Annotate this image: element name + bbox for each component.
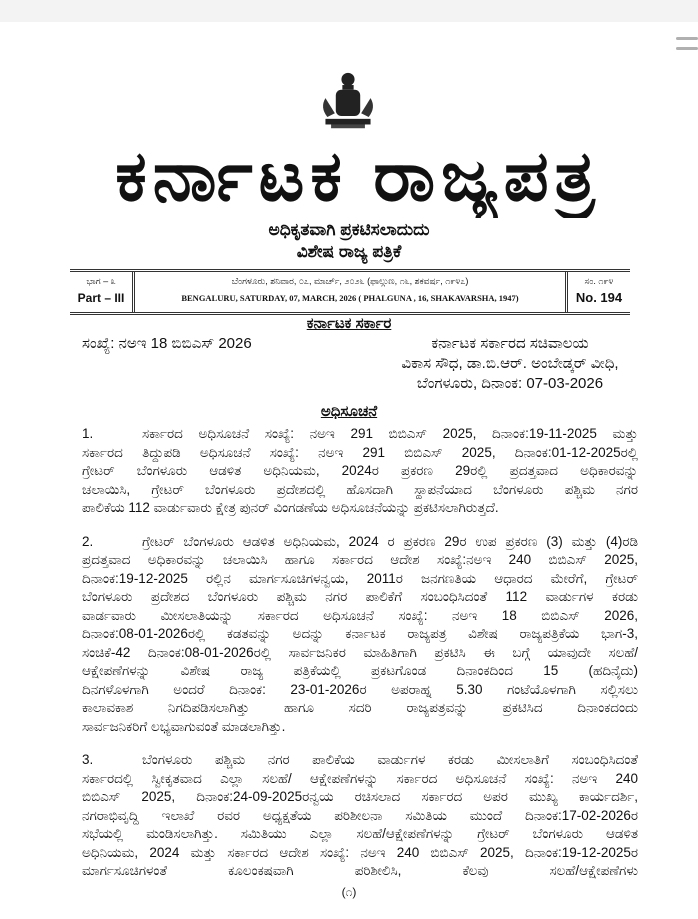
part-kannada: ಭಾಗ – ೩ <box>86 276 116 286</box>
paragraph-text: ಗ್ರೇಟರ್ ಬೆಂಗಳೂರು ಆಡಳಿತ ಅಧಿನಿಯಮ, 2024 ರ ಪ್ರಕರಣ 29ರ ಉಪ ಪ್ರಕರಣ (3) ಮತ್ತು (4)ರಡಿ <box>142 533 638 549</box>
paragraph-text: ಚಲಾಯಿಸಿ, ಗ್ರೇಟರ್ ಬೆಂಗಳೂರು ಪ್ರದೇಶದಲ್ಲಿ ಹೊಸದಾಗಿ ಸ್ಥಾಪನೆಯಾದ ಬೆಂಗಳೂರು ಪಶ್ಚಿಮ ನಗರ <box>82 481 638 497</box>
paragraph-1 <box>82 425 638 518</box>
paragraph-text: ಸಾರ್ವಜನಿಕರಿಗೆ ಲಭ್ಯವಾಗುವಂತೆ ಮಾಡಲಾಗಿತ್ತು. <box>82 718 286 734</box>
part-english: Part – III <box>77 291 125 305</box>
paragraph-line <box>82 718 638 737</box>
paragraph-text: ದಿನಗಳೊಳಗಾಗಿ ಅಂದರೆ ದಿನಾಂಕ: 23-01-2026ರ ಅಪರಾಹ್ನ 5.30 ಗಂಟೆಯೊಳಗಾಗಿ ಸಲ್ಲಿಸಲು <box>82 681 638 697</box>
paragraph-text: ಪಾಲಿಕೆಯ 112 ವಾರ್ಡುವಾರು ಕ್ಷೇತ್ರ ಪುನರ್ ವಿಂಗಡಣೆಯ ಅಧಿಸೂಚನೆಯನ್ನು ಪ್ರಕಟಿಸಲಾಗಿರುತ್ತದೆ. <box>82 500 499 515</box>
paragraph-line <box>82 681 638 700</box>
paragraph-text: ಪ್ರದತ್ತವಾದ ಅಧಿಕಾರವನ್ನು ಚಲಾಯಿಸಿ ಹಾಗೂ ಸರ್ಕಾರದ ಆದೇಶ ಸಂಖ್ಯೆ:ನಅಇ 240 ಬಿಬಿಎಸ್ 2025, <box>82 552 638 567</box>
paragraph-line <box>82 499 638 518</box>
page-number: (೧) <box>341 885 357 899</box>
paragraph-number: 3. <box>82 752 94 767</box>
paragraph-number: 1. <box>82 426 94 441</box>
paragraph-line <box>82 444 638 463</box>
paragraph-text: ಕಾಲಾವಕಾಶ ನಿಗದಿಪಡಿಸಲಾಗಿತ್ತು ಹಾಗೂ ಸದರಿ ರಾಜ್ಯಪತ್ರವನ್ನು ಪ್ರಕಟಿಸಿದ ದಿನಾಂಕದಂದು <box>82 700 638 715</box>
gazette-masthead-title: ಕರ್ನಾಟಕ ರಾಜ್ಯಪತ್ರ <box>115 137 601 215</box>
paragraph-line <box>82 770 638 789</box>
paragraph-text: ಅಧಿನಿಯಮ, 2024 ಮತ್ತು ಸರ್ಕಾರದ ಆದೇಶ ಸಂಖ್ಯೆ: ನಅಇ 240 ಬಿಬಿಎಸ್ 2025, ದಿನಾಂಕ:19-12-2025ರ <box>82 844 638 860</box>
paragraph-text: ಸರ್ಕಾರದ ತಿದ್ದುಪಡಿ ಅಧಿಸೂಚನೆ ಸಂಖ್ಯೆ: ನಅಇ 291 ಬಿಬಿಎಸ್ 2025, ದಿನಾಂಕ:01-12-2025ರಲ್ಲಿ <box>82 444 638 460</box>
paragraph-line <box>82 862 638 881</box>
paragraph-line <box>82 699 638 718</box>
paragraph-text: ಬೆಂಗಳೂರು ಪಶ್ಚಿಮ ನಗರ ಪಾಲಿಕೆಯ ವಾರ್ಡುಗಳ ಕರಡು ಮೀಸಲಾತಿಗೆ ಸಂಬಂಧಿಸಿದಂತೆ <box>142 752 638 767</box>
state-emblem-icon <box>310 70 386 132</box>
paragraph-line <box>82 425 638 444</box>
paragraph-line <box>82 751 638 770</box>
paragraph-line <box>82 533 638 552</box>
paragraph-line <box>82 481 638 500</box>
masthead-subtitle-2: ವಿಶೇಷ ರಾಜ್ಯ ಪತ್ರಿಕೆ <box>296 242 402 261</box>
paragraph-text: ಬೆಂಗಳೂರು ಪ್ರದೇಶದ ಬೆಂಗಳೂರು ಪಶ್ಚಿಮ ನಗರ ಪಾಲಿಕೆಗೆ ಸಂಬಂಧಿಸಿದಂತೆ 112 ವಾರ್ಡುಗಳ ಕರಡು <box>82 589 638 604</box>
top-bar <box>0 0 698 22</box>
paragraph-line <box>82 807 638 826</box>
masthead-subtitle: ಅಧಿಕೃತವಾಗಿ ಪ್ರಕಟಿಸಲಾದುದು <box>268 220 430 239</box>
issue-number-english: No. 194 <box>575 290 623 305</box>
reference-number: ಸಂಖ್ಯೆ: ನಅಇ 18 ಬಿಬಿಎಸ್ 2026 <box>82 335 252 352</box>
paragraph-text: ನಗರಾಭಿವೃದ್ಧಿ ಇಲಾಖೆ ರವರ ಅಧ್ಯಕ್ಷತೆಯ ಪರಿಶೀಲನಾ ಸಮಿತಿಯ ಮುಂದೆ ದಿನಾಂಕ:17-02-2026ರ <box>82 807 638 823</box>
notification-title: ಅಧಿಸೂಚನೆ <box>320 403 378 420</box>
date-kannada: ಬೆಂಗಳೂರು, ಶನಿವಾರ, ೦೭, ಮಾರ್ಚ್, ೨೦೨೬ (ಫಾಲ್ಗುಣ, ೧೬, ಶಕವರ್ಷ, ೧೯೪೭) <box>231 276 469 286</box>
paragraph-line <box>82 825 638 844</box>
paragraph-text: ಸಂಚಿಕೆ-42 ದಿನಾಂಕ:08-01-2026ರಲ್ಲಿ ಸಾರ್ವಜನಿಕರ ಮಾಹಿತಿಗಾಗಿ ಪ್ರಕಟಿಸಿ ಈ ಬಗ್ಗೆ ಯಾವುದೇ ಸಲಹೆ/ <box>82 644 638 660</box>
issue-number-kannada: ಸಂ. ೧೯೪ <box>584 276 614 286</box>
paragraph-line <box>82 551 638 570</box>
address-line: ಬೆಂಗಳೂರು, ದಿನಾಂಕ: 07-03-2026 <box>416 375 604 392</box>
notification-body <box>82 425 638 896</box>
paragraph-line <box>82 462 638 481</box>
address-line: ಕರ್ನಾಟಕ ಸರ್ಕಾರದ ಸಚಿವಾಲಯ <box>431 335 589 352</box>
paragraph-text: ಸರ್ಕಾರದಲ್ಲಿ ಸ್ವೀಕೃತವಾದ ಎಲ್ಲಾ ಸಲಹೆ/ ಆಕ್ಷೇಪಣೆಗಳನ್ನು ಸರ್ಕಾರದ ಅಧಿಸೂಚನೆ ಸಂಖ್ಯೆ: ನಅಇ 240 <box>82 770 638 786</box>
paragraph-3 <box>82 751 638 881</box>
paragraph-text: ಗ್ರೇಟರ್ ಬೆಂಗಳೂರು ಆಡಳಿತ ಅಧಿನಿಯಮ, 2024ರ ಪ್ರಕರಣ 29ರಲ್ಲಿ ಪ್ರದತ್ತವಾದ ಅಧಿಕಾರವನ್ನು <box>82 463 638 478</box>
paragraph-line <box>82 625 638 644</box>
paragraph-line <box>82 570 638 589</box>
paragraph-text: ದಿನಾಂಕ:08-01-2026ರಲ್ಲಿ ಕಡತವನ್ನು ಅದನ್ನು ಕರ್ನಾಟಕ ರಾಜ್ಯಪತ್ರ ವಿಶೇಷ ರಾಜ್ಯಪತ್ರಿಕೆಯ ಭಾಗ-3, <box>82 626 638 641</box>
paragraph-line <box>82 788 638 807</box>
paragraph-text: ವಾರ್ಡವಾರು ಮೀಸಲಾತಿಯನ್ನು ಸರ್ಕಾರದ ಅಧಿಸೂಚನೆ ಸಂಖ್ಯೆ: ನಅಇ 18 ಬಿಬಿಎಸ್ 2026, <box>82 607 638 623</box>
paragraph-line <box>82 644 638 663</box>
government-heading: ಕರ್ನಾಟಕ ಸರ್ಕಾರ <box>306 315 392 332</box>
paragraph-text: ಸರ್ಕಾರದ ಅಧಿಸೂಚನೆ ಸಂಖ್ಯೆ: ನಅಇ 291 ಬಿಬಿಎಸ್ 2025, ದಿನಾಂಕ:19-11-2025 ಮತ್ತು <box>142 426 638 441</box>
issue-header <box>70 269 630 315</box>
paragraph-text: ಬಿಬಿಎಸ್ 2025, ದಿನಾಂಕ:24-09-2025ರನ್ವಯ ರಚಿಸಲಾದ ಸರ್ಕಾರದ ಅಪರ ಮುಖ್ಯ ಕಾರ್ಯದರ್ಶಿ, <box>82 789 638 804</box>
date-english: BENGALURU, SATURDAY, 07, MARCH, 2026 ( PHALGUNA , 16, SHAKAVARSHA, 1947) <box>181 293 519 303</box>
paragraph-text: ಆಕ್ಷೇಪಣೆಗಳನ್ನು ವಿಶೇಷ ರಾಜ್ಯ ಪತ್ರಿಕೆಯಲ್ಲಿ ಪ್ರಕಟಗೊಂಡ ದಿನಾಂಕದಿಂದ 15 (ಹದಿನೈದು) <box>82 663 638 678</box>
address-block <box>380 334 640 394</box>
paragraph-text: ಮಾರ್ಗಸೂಚಿಗಳಂತೆ ಕೂಲಂಕಷವಾಗಿ ಪರಿಶೀಲಿಸಿ, ಕೆಲವು ಸಲಹೆ/ಆಕ್ಷೇಪಣೆಗಳು <box>82 863 638 878</box>
paragraph-line <box>82 662 638 681</box>
paragraph-text: ದಿನಾಂಕ:19-12-2025 ರಲ್ಲಿನ ಮಾರ್ಗಸೂಚಿಗಳನ್ವಯ, 2011ರ ಜನಗಣತಿಯ ಆಧಾರದ ಮೇರೆಗೆ, ಗ್ರೇಟರ್ <box>82 570 638 586</box>
paragraph-number: 2. <box>82 533 94 549</box>
paragraph-2 <box>82 533 638 737</box>
menu-icon[interactable] <box>672 30 698 60</box>
paragraph-line <box>82 588 638 607</box>
paragraph-line <box>82 844 638 863</box>
paragraph-text: ಸಭೆಯಲ್ಲಿ ಮಂಡಿಸಲಾಗಿತ್ತು. ಸಮಿತಿಯು ಎಲ್ಲಾ ಸಲಹೆ/ಆಕ್ಷೇಪಣೆಗಳನ್ನು ಗ್ರೇಟರ್ ಬೆಂಗಳೂರು ಆಡಳಿತ <box>82 826 638 841</box>
address-line: ವಿಕಾಸ ಸೌಧ, ಡಾ.ಬಿ.ಆರ್. ಅಂಬೇಡ್ಕರ್ ವೀಧಿ, <box>401 355 619 372</box>
paragraph-line <box>82 607 638 626</box>
